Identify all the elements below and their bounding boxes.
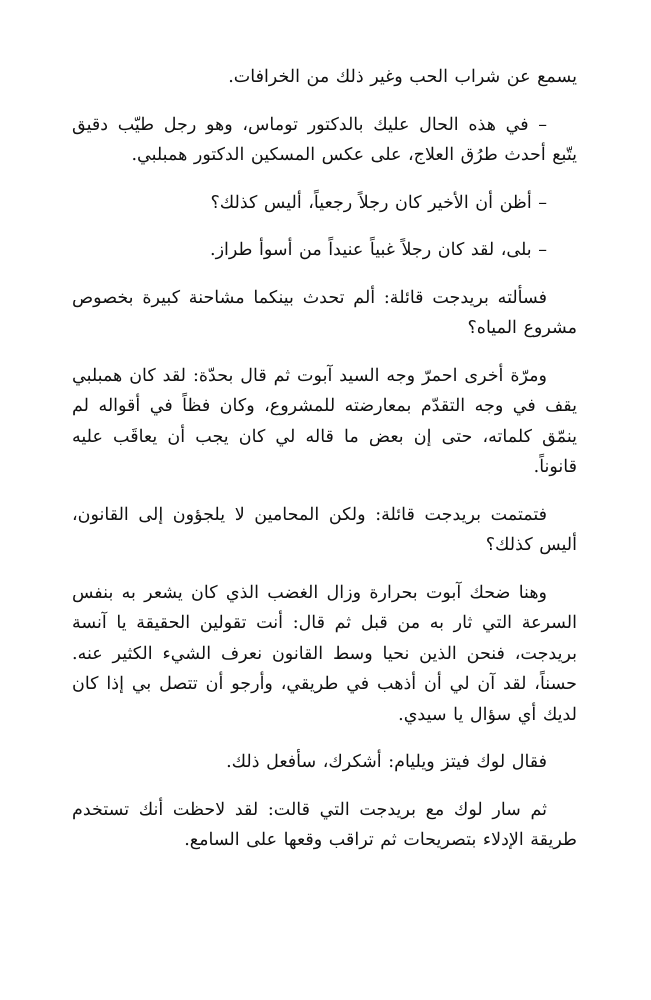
paragraph-dialogue-reactionary: – أظن أن الأخير كان رجلاً رجعياً، أليس كذلك؟ xyxy=(210,192,547,213)
paragraph-bridget-murmur: فتمتمت بريدجت قائلة: ولكن المحامين لا يلجؤون إلى القانون، أليس كذلك؟ xyxy=(72,504,577,555)
paragraph-bridget-question: فسألته بريدجت قائلة: ألم تحدث بينكما مشاحنة كبيرة بخصوص مشروع المياه؟ xyxy=(72,287,577,338)
paragraph-abbot-reply: ومرّة أخرى احمرّ وجه السيد آبوت ثم قال بحدّة: لقد كان همبلبي يقف في وجه التقدّم بمعارضته للمشروع، وكان فظاً في أقواله لم ينمّق كلماته، حتى إن بعض ما قاله لي كان يجب أن يعاقَب عليه قانوناً. xyxy=(72,365,577,477)
paragraph-abbot-laughs: وهنا ضحك آبوت بحرارة وزال الغضب الذي كان يشعر به بنفس السرعة التي ثار به من قبل ثم قال: أنت تقولين الحقيقة يا آنسة بريدجت، فنحن الذين نحيا وسط القانون نعرف الشيء الكثير عنه. حسناً، لقد آن لي أن أذهب في طريقي، وأرجو أن تتصل بي إذا كان لديك أي سؤال يا سيدي. xyxy=(72,582,577,725)
paragraph-bridget-observation: ثم سار لوك مع بريدجت التي قالت: لقد لاحظت أنك تستخدم طريقة الإدلاء بتصريحات ثم تراقب وقعها على السامع. xyxy=(72,799,577,850)
paragraph-continuation: يسمع عن شراب الحب وغير ذلك من الخرافات. xyxy=(228,67,577,87)
paragraph-dialogue-stubborn: – بلى، لقد كان رجلاً غبياً عنيداً من أسوأ طراز. xyxy=(210,240,547,260)
paragraph-dialogue-doctor-thomas: – في هذه الحال عليك بالدكتور توماس، وهو رجل طيّب دقيق يتّبع أحدث طرُق العلاج، على عكس المسكين الدكتور همبلبي. xyxy=(72,114,577,165)
paragraph-luke-thanks: فقال لوك فيتز ويليام: أشكرك، سأفعل ذلك. xyxy=(226,752,547,772)
